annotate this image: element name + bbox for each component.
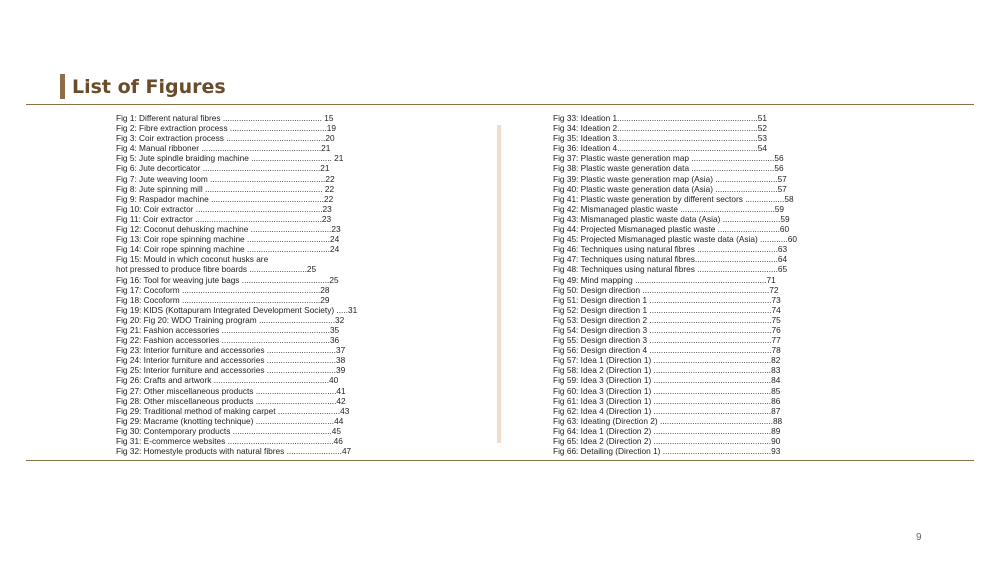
figure-list-item: Fig 23: Interior furniture and accessories ..............................37 [116,345,346,356]
figure-list-item: Fig 41: Plastic waste generation by different sectors .................58 [553,193,794,204]
figure-list-item: Fig 8: Jute spinning mill ................................................... 22 [116,183,335,194]
figure-list-item: Fig 11: Coir extractor .......................................................23 [116,213,332,224]
figure-list-item: Fig 58: Idea 2 (Direction 1) ...................................................83 [553,365,781,376]
page-number: 9 [916,532,922,543]
figure-list-item: Fig 17: Cocoform ............................................................28 [116,284,330,295]
figure-list-item: Fig 51: Design direction 1 .....................................................73 [553,294,781,305]
page-title: List of Figures [72,76,226,98]
figure-list-item: Fig 59: Idea 3 (Direction 1) ...................................................84 [553,375,781,386]
figure-list-item: Fig 43: Mismanaged plastic waste data (Asia) .........................59 [553,213,790,224]
figure-list-item: Fig 25: Interior furniture and accessories ..............................39 [116,365,346,376]
bottom-divider-line [26,460,974,461]
figure-list-item: Fig 45: Projected Mismanaged plastic waste data (Asia) ............60 [553,234,797,245]
figure-list-item: Fig 57: Idea 1 (Direction 1) ...................................................82 [553,355,781,366]
figure-list-item: Fig 21: Fashion accessories ...............................................35 [116,324,340,335]
figure-list-item: Fig 37: Plastic waste generation map ....................................56 [553,153,784,164]
figure-list-item: Fig 62: Idea 4 (Direction 1) ...................................................87 [553,405,781,416]
figure-list-item: Fig 4: Manual ribboner ....................................................21 [116,143,331,154]
figure-list-item: hot pressed to produce fibre boards .........................25 [116,264,317,275]
figure-list-item: Fig 39: Plastic waste generation map (Asia) ...........................57 [553,173,787,184]
figure-list-item: Fig 53: Design direction 2 .....................................................75 [553,314,781,325]
figure-list-item: Fig 52: Design direction 1 .....................................................74 [553,304,781,315]
figure-list-item: Fig 66: Detailing (Direction 1) ...............................................93 [553,446,781,457]
figure-list-item: Fig 2: Fibre extraction process ..........................................19 [116,123,336,134]
figure-list-item: Fig 15: Mould in which coconut husks are [116,254,269,265]
figure-list-item: Fig 7: Jute weaving loom ..................................................22 [116,173,335,184]
figure-list-item: Fig 20: Fig 20: WDO Training program .................................32 [116,314,345,325]
figure-list-item: Fig 32: Homestyle products with natural fibres ........................47 [116,446,352,457]
figure-list-left [116,113,357,456]
figure-list-item: Fig 16: Tool for weaving jute bags ......................................25 [116,274,339,285]
figure-list-item: Fig 55: Design direction 3 .....................................................77 [553,335,781,346]
figure-list-item: Fig 31: E-commerce websites ..............................................46 [116,436,343,446]
figure-list-item: Fig 12: Coconut dehusking machine ...................................23 [116,224,341,235]
figure-list-item: Fig 50: Design direction .......................................................72 [553,284,779,295]
top-divider-line [26,104,974,105]
figure-list-item: Fig 24: Interior furniture and accessories ..............................38 [116,355,346,366]
figure-list-right [553,113,797,456]
figure-list-item: Fig 5: Jute spindle braiding machine ................................... 21 [116,153,344,164]
figure-list-item: Fig 34: Ideation 2.............................................................52 [553,123,767,134]
figure-list-item: Fig 42: Mismanaged plastic waste .........................................59 [553,203,785,214]
figure-list-item: Fig 44: Projected Mismanaged plastic waste ...........................60 [553,224,790,235]
figure-list-item: Fig 13: Coir rope spinning machine ....................................24 [116,234,340,245]
figure-list-item: Fig 3: Coir extraction process ...........................................20 [116,133,335,144]
figure-list-item: Fig 63: Ideating (Direction 2) .................................................88 [553,415,783,426]
figure-list-item: Fig 1: Different natural fibres ........................................... 15 [116,113,334,123]
figure-list-item: Fig 56: Design direction 4 .....................................................78 [553,345,781,356]
figure-list-item: Fig 29: Traditional method of making carpet ...........................43 [116,405,350,416]
figure-list-item: Fig 26: Crafts and artwork ..................................................40 [116,375,339,386]
figure-list-item: Fig 29: Macrame (knotting technique) ..................................44 [116,415,344,426]
figure-list-item: Fig 64: Idea 1 (Direction 2) ...................................................89 [553,425,781,436]
figure-list-item: Fig 36: Ideation 4.............................................................54 [553,143,767,154]
figure-list-item: Fig 38: Plastic waste generation data ....................................56 [553,163,784,174]
figure-list-item: Fig 18: Cocoform ............................................................29 [116,294,330,305]
figure-list-item: Fig 54: Design direction 3 .....................................................76 [553,324,781,335]
figure-list-item: Fig 48: Techniques using natural fibres ...................................65 [553,264,788,275]
title-accent-bar [60,74,65,99]
figure-list-item: Fig 47: Techniques using natural fibres....................................64 [553,254,788,265]
figure-list-item: Fig 6: Jute decorticator ...................................................21 [116,163,330,174]
figure-list-item: Fig 46: Techniques using natural fibres ...................................63 [553,244,788,255]
figure-list-item: Fig 65: Idea 2 (Direction 2) ...................................................90 [553,436,781,446]
figure-list-item: Fig 28: Other miscellaneous products ...................................42 [116,395,346,406]
figure-list-item: Fig 60: Idea 3 (Direction 1) ...................................................85 [553,385,781,396]
figure-list-item: Fig 49: Mind mapping .........................................................71 [553,274,776,285]
figure-list-item: Fig 9: Raspador machine .................................................22 [116,193,334,204]
figure-list-item: Fig 61: Idea 3 (Direction 1) ...................................................86 [553,395,781,406]
column-divider [497,125,501,443]
figure-list-item: Fig 30: Contemporary products ...........................................45 [116,425,342,436]
figure-list-item: Fig 10: Coir extractor .......................................................23 [116,203,332,214]
figure-list-item: Fig 22: Fashion accessories ...............................................36 [116,335,340,346]
figure-list-item: Fig 19: KIDS (Kottapuram Integrated Development Society) .....31 [116,304,358,315]
figure-list-item: Fig 14: Coir rope spinning machine ....................................24 [116,244,340,255]
figure-list-item: Fig 35: Ideation 3.............................................................53 [553,133,767,144]
figure-list-item: Fig 27: Other miscellaneous products ...................................41 [116,385,346,396]
figure-list-item: Fig 40: Plastic waste generation data (Asia) ...........................57 [553,183,787,194]
figure-list-item: Fig 33: Ideation 1.............................................................51 [553,113,767,123]
